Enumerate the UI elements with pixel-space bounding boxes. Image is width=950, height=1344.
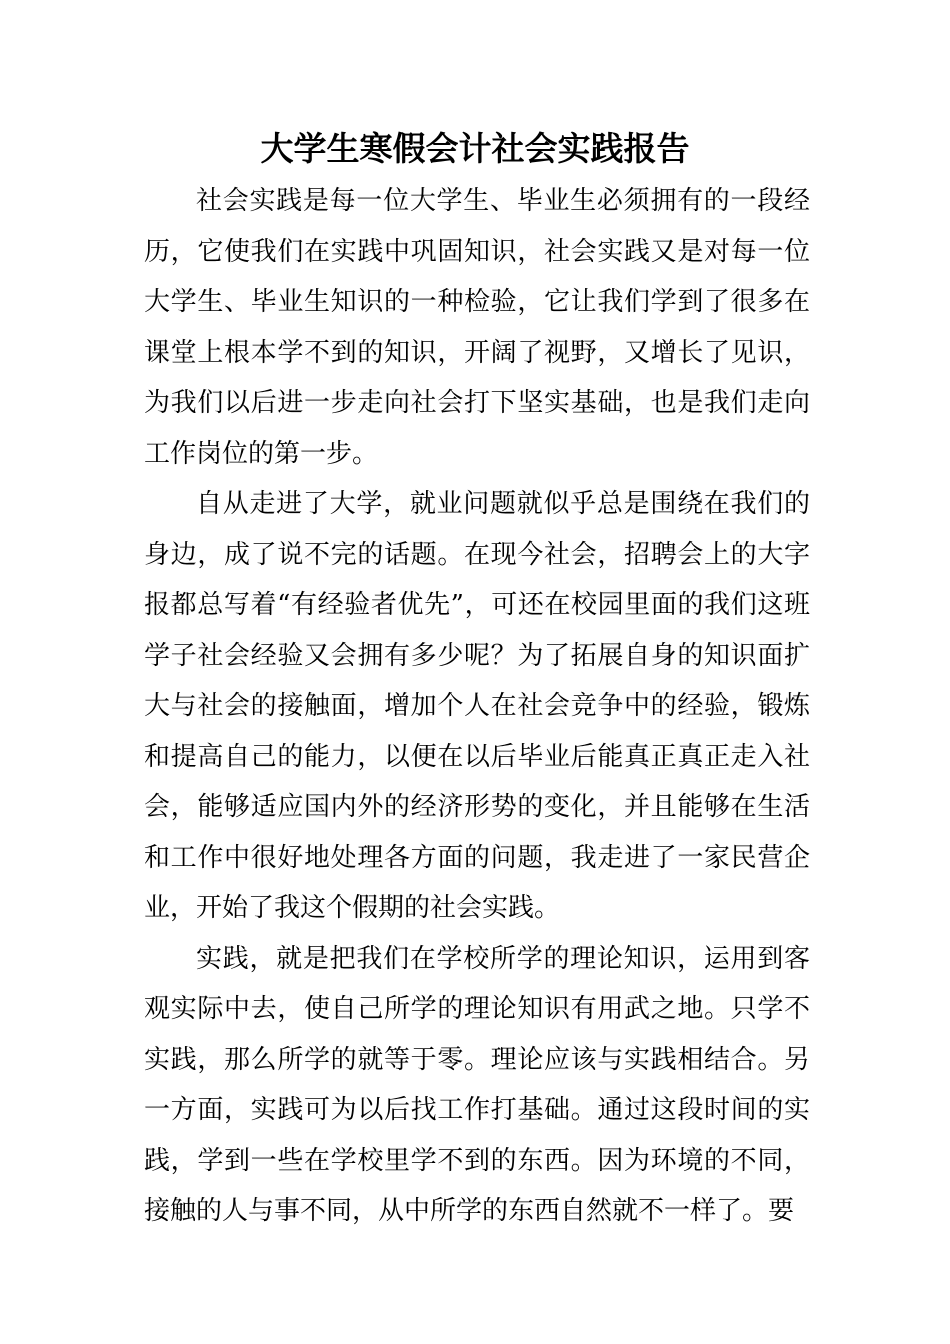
paragraph-1: 社会实践是每一位大学生、毕业生必须拥有的一段经历，它使我们在实践中巩固知识，社会实践又是对每一位大学生、毕业生知识的一种检验，它让我们学到了很多在课堂上根本学不到的知识，开阔了视野，又增长了见识，为我们以后进一步走向社会打下坚实基础，也是我们走向工作岗位的第一步。: [144, 186, 810, 469]
document-title: 大学生寒假会计社会实践报告: [260, 129, 690, 168]
document-body: [144, 176, 810, 1237]
paragraph-2: 自从走进了大学，就业问题就似乎总是围绕在我们的身边，成了说不完的话题。在现今社会，招聘会上的大字报都总写着“有经验者优先”，可还在校园里面的我们这班学子社会经验又会拥有多少呢？为了拓展自身的知识面扩大与社会的接触面，增加个人在社会竞争中的经验，锻炼和提高自己的能力，以便在以后毕业后能真正真正走入社会，能够适应国内外的经济形势的变化，并且能够在生活和工作中很好地处理各方面的问题，我走进了一家民营企业，开始了我这个假期的社会实践。: [144, 489, 810, 923]
paragraph-3: 实践，就是把我们在学校所学的理论知识，运用到客观实际中去，使自己所学的理论知识有用武之地。只学不实践，那么所学的就等于零。理论应该与实践相结合。另一方面，实践可为以后找工作打基础。通过这段时间的实践，学到一些在学校里学不到的东西。因为环境的不同，接触的人与事不同，从中所学的东西自然就不一样了。要: [144, 943, 810, 1226]
